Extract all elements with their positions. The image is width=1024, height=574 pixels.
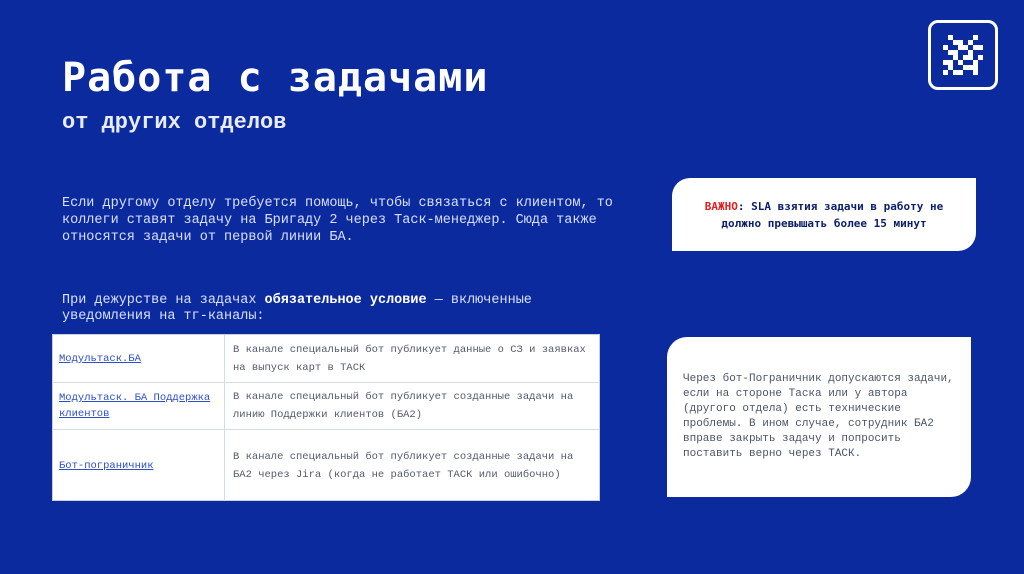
duty-emphasis: обязательное условие bbox=[264, 293, 427, 308]
table-row bbox=[53, 430, 599, 501]
channel-name-cell bbox=[53, 383, 225, 429]
pixel-logo-icon bbox=[943, 35, 983, 75]
note-callout bbox=[667, 337, 971, 497]
duty-suffix: — включенные уведомления на тг-каналы: bbox=[62, 293, 532, 324]
channel-description: В канале специальный бот публикует созданные задачи на БА2 через Jira (когда не работает ТАСК или ошибочно) bbox=[233, 450, 574, 481]
slide-subtitle: от других отделов bbox=[62, 110, 287, 135]
channel-name-cell bbox=[53, 335, 225, 382]
logo bbox=[928, 20, 998, 90]
important-body: : SLA взятия задачи в работу не должно превышать более 15 минут bbox=[721, 199, 944, 230]
channel-link[interactable]: Бот-пограничник bbox=[59, 459, 154, 472]
channel-link[interactable]: Модультаск.БА bbox=[59, 352, 141, 365]
duty-prefix: При дежурстве на задачах bbox=[62, 293, 265, 308]
table-row bbox=[53, 335, 599, 383]
important-text bbox=[690, 198, 958, 232]
channel-description: В канале специальный бот публикует созданные задачи на линию Поддержки клиентов (БА2) bbox=[233, 391, 574, 421]
channel-name-cell bbox=[53, 430, 225, 501]
note-text: Через бот-Пограничник допускаются задачи, если на стороне Таска или у автора (другого отдела) есть технические проблемы. В ином случае, сотрудник БА2 вправе закрыть задачу и попросить поставить верно через ТАСК. bbox=[683, 373, 954, 460]
intro-text: Если другому отделу требуется помощь, чтобы связаться с клиентом, то коллеги ставят задачу на Бригаду 2 через Таск-менеджер. Сюда также относятся задачи от первой линии БА. bbox=[62, 196, 613, 245]
duty-requirement bbox=[62, 293, 542, 325]
important-callout bbox=[672, 178, 976, 251]
table-row bbox=[53, 383, 599, 430]
channel-link[interactable]: Модультаск. БА Поддержка клиентов bbox=[59, 392, 211, 420]
important-label: ВАЖНО bbox=[704, 199, 738, 213]
channel-description: В канале специальный бот публикует данные о СЗ и заявках на выпуск карт в ТАСК bbox=[233, 343, 586, 374]
channels-table bbox=[52, 334, 600, 501]
slide-title: Работа с задачами bbox=[62, 55, 489, 101]
